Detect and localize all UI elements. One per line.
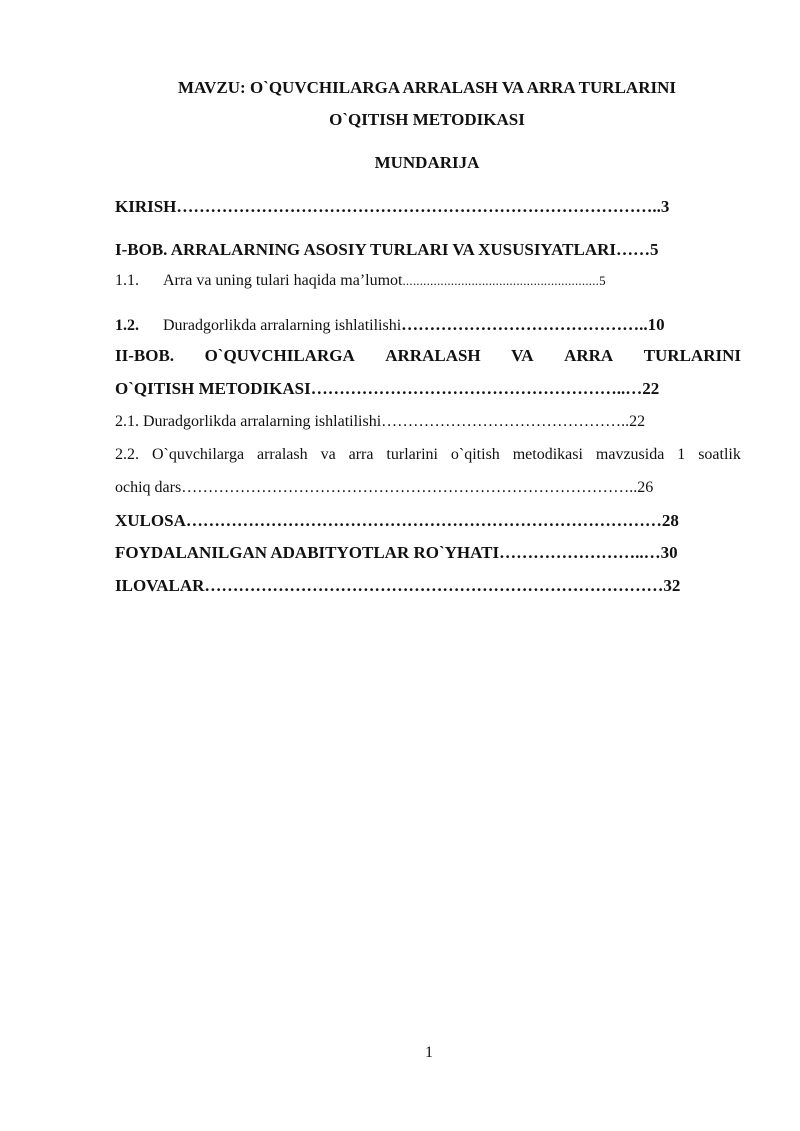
toc-entry-section-2-1: 2.1. Duradgorlikda arralarning ishlatilishi………………………………………..22 xyxy=(115,413,646,430)
toc-entry-foydalanilgan: FOYDALANILGAN ADABITYOTLAR RO`YHATI……………………..…30 xyxy=(115,543,678,562)
section-2-2-word: arralash xyxy=(257,446,308,463)
chapter-2-word: ARRA xyxy=(564,346,614,365)
page-number: 1 xyxy=(425,1044,433,1061)
section-2-2-word: metodikasi xyxy=(512,446,583,463)
section-2-2-word: o`qitish xyxy=(450,446,500,463)
toc-entry-chapter-1: I-BOB. ARRALARNING ASOSIY TURLARI VA XUSUSIYATLARI……5 xyxy=(115,240,659,259)
toc-entry-xulosa: XULOSA…………………………………………………………………………28 xyxy=(115,511,679,530)
section-2-2-word: O`quvchilarga xyxy=(151,446,245,463)
chapter-2-word: II-BOB. xyxy=(115,346,175,365)
section-title: Arra va uning tulari haqida ma’lumot xyxy=(163,272,403,289)
chapter-2-word: VA xyxy=(511,346,534,365)
toc-entry-section-2-2-line-2: ochiq dars…………………………………………………………………………..26 xyxy=(115,479,654,496)
toc-entry-chapter-2-line-1 xyxy=(115,346,741,366)
section-dots-page: ……………………………………..10 xyxy=(401,315,665,334)
toc-entry-section-1-1 xyxy=(115,272,606,290)
document-title-line-2: O`QITISH METODIKASI xyxy=(329,110,525,129)
section-2-2-word: 2.2. xyxy=(115,446,139,463)
toc-entry-kirish: KIRISH…………………………………………………………………………..3 xyxy=(115,197,670,216)
section-dots-page: .........................................................5 xyxy=(402,273,606,288)
section-2-2-word: va xyxy=(320,446,336,463)
section-2-2-word: turlarini xyxy=(386,446,438,463)
section-2-2-word: soatlik xyxy=(698,446,741,463)
chapter-2-word: TURLARINI xyxy=(643,346,741,365)
contents-heading: MUNDARIJA xyxy=(374,153,480,172)
chapter-2-word: ARRALASH xyxy=(385,346,481,365)
document-title-line-1: MAVZU: O`QUVCHILARGA ARRALASH VA ARRA TURLARINI xyxy=(178,78,676,97)
section-number: 1.1. xyxy=(115,272,139,289)
section-title: Duradgorlikda arralarning ishlatilishi xyxy=(163,317,402,334)
toc-entry-section-2-2-line-1 xyxy=(115,446,741,464)
section-2-2-word: arra xyxy=(348,446,374,463)
section-number: 1.2. xyxy=(115,317,139,334)
toc-entry-ilovalar: ILOVALAR………………………………………………………………………32 xyxy=(115,576,681,595)
toc-entry-section-1-2 xyxy=(115,315,665,335)
chapter-2-word: O`QUVCHILARGA xyxy=(204,346,355,365)
section-2-2-word: 1 xyxy=(677,446,686,463)
toc-entry-chapter-2-line-2: O`QITISH METODIKASI………………………………………………..…22 xyxy=(115,379,660,398)
section-2-2-word: mavzusida xyxy=(595,446,665,463)
